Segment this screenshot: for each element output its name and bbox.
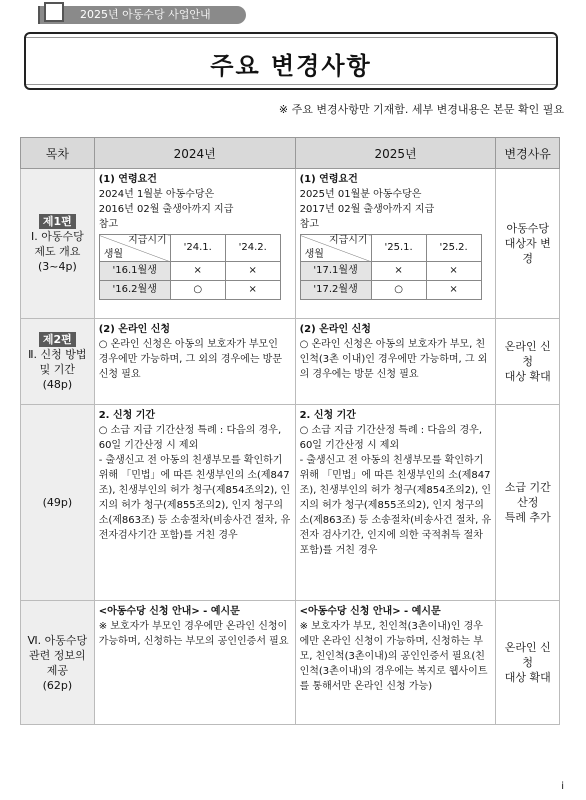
toc-cell [21, 319, 95, 405]
toc-cell [21, 405, 95, 601]
table-row [21, 319, 560, 405]
table-row [21, 601, 560, 725]
changes-table [20, 137, 560, 725]
cell-subtitle: 2. 신청 기간 [299, 410, 356, 421]
toc-line: 제도 개요 [34, 244, 81, 258]
table-header-row [21, 138, 560, 169]
toc-line: 및 기간 [39, 362, 76, 376]
eligibility-mini-table [300, 234, 482, 300]
cell-text: ○ 온라인 신청은 아동의 보호자가 부모인 경우에만 가능하며, 그 외의 경우에는 방문 신청 필요 [98, 339, 282, 380]
cell-line: 참고 [98, 219, 119, 230]
cell-subtitle: 2. 신청 기간 [98, 410, 156, 421]
reason-cell [496, 169, 560, 319]
old-cell [94, 169, 295, 319]
mini-row-label: '16.2월생 [99, 281, 170, 300]
reason-cell [496, 405, 560, 601]
mini-value: × [371, 262, 426, 281]
header-banner: 2025년 아동수당 사업안내 [40, 6, 246, 24]
mini-value: × [225, 262, 280, 281]
new-cell [295, 169, 496, 319]
cell-subtitle: (2) 온라인 신청 [98, 324, 171, 335]
old-cell [94, 405, 295, 601]
old-cell [94, 601, 295, 725]
part-badge: 제2편 [39, 332, 76, 347]
cell-text: - 출생신고 전 아동의 친생부모를 확인하기 위해 「민법」에 따른 친생부인의 소(제847조), 친생부인의 허가 청구(제854조의2), 인지의 허가 청구(제855조의2), 인지 청구의 소(제863조) 등 소송절차(비송사건 절차, 유전자검사기간 포함)를 거친 경우 [98, 455, 291, 541]
mini-col: '24.1. [170, 235, 225, 262]
cell-line: 2016년 02월 출생아까지 지급 [98, 204, 234, 215]
mini-row-label: '16.1월생 [99, 262, 170, 281]
header-2024: 2024년 [94, 138, 295, 169]
reason-line: 온라인 신청 [504, 340, 551, 368]
reason-line: 온라인 신청 [504, 641, 551, 669]
cell-subtitle: (2) 온라인 신청 [299, 324, 371, 335]
reason-line: 대상 확대 [504, 370, 551, 383]
reason-line: 아동수당 [506, 222, 549, 235]
title-box [24, 32, 558, 90]
cell-line: 2024년 1월분 아동수당은 [98, 189, 215, 200]
reason-line: 소급 기간 산정 [504, 481, 551, 509]
old-cell [94, 319, 295, 405]
new-cell [295, 319, 496, 405]
mini-col: '24.2. [225, 235, 280, 262]
cell-subtitle: (1) 연령요건 [98, 174, 157, 185]
page-number: ⅰ [561, 781, 564, 792]
reason-cell [496, 601, 560, 725]
toc-line: Ⅰ. 아동수당 [30, 229, 84, 243]
mini-value: × [426, 262, 481, 281]
cell-text: ○ 소급 지급 기간산정 특례 : 다음의 경우, 60일 기간산정 시 제외 [299, 425, 483, 451]
note-text: ※ 주요 변경사항만 기재함. 세부 변경내용은 본문 확인 필요 [278, 103, 564, 116]
cell-subtitle: (1) 연령요건 [299, 174, 358, 185]
toc-line: Ⅱ. 신청 방법 [28, 347, 87, 361]
cell-text: ※ 보호자가 부모, 친인척(3촌이내)인 경우에만 온라인 신청이 가능하며, 신청하는 부모, 친인척(3촌이내)의 공인인증서 필요(친인척(3촌이내)의 경우에는 복지로 웹사이트를 통해서만 온라인 신청 가능) [299, 621, 488, 692]
table-row [21, 169, 560, 319]
mini-row-label: '17.1월생 [300, 262, 371, 281]
cell-subtitle: <아동수당 신청 안내> - 예시문 [98, 606, 240, 617]
toc-line: (62p) [42, 678, 73, 692]
cell-text: - 출생신고 전 아동의 친생부모를 확인하기 위해 「민법」에 따른 친생부인의 소(제847조), 친생부인의 허가 청구(제854조의2), 인지의 허가 청구(제855조의2), 인지 청구의 소(제863조) 등 소송절차(비송사건 절차, 유전자 검사기간, 인지에 의한 국적취득 절차 포함)를 거친 경우 [299, 455, 492, 556]
reason-line: 특례 추가 [504, 511, 551, 524]
eligibility-mini-table [99, 234, 281, 300]
header-2025: 2025년 [295, 138, 496, 169]
new-cell [295, 601, 496, 725]
cell-line: 2017년 02월 출생아까지 지급 [299, 204, 435, 215]
cell-text: ○ 온라인 신청은 아동의 보호자가 부모, 친인척(3촌 이내)인 경우에만 가능하며, 그 외의 경우에는 방문 신청 필요 [299, 339, 488, 380]
cell-subtitle: <아동수당 신청 안내> - 예시문 [299, 606, 441, 617]
reason-line: 대상 확대 [504, 671, 551, 684]
diag-header: 지급시기 생월 [99, 235, 170, 262]
document-icon [44, 2, 64, 22]
reason-cell [496, 319, 560, 405]
mini-row-label: '17.2월생 [300, 281, 371, 300]
header-toc: 목차 [21, 138, 95, 169]
reason-line: 대상자 변경 [504, 237, 551, 265]
table-row [21, 405, 560, 601]
mini-value: × [426, 281, 481, 300]
toc-line: (48p) [42, 377, 73, 391]
mini-value: × [170, 262, 225, 281]
mini-value: × [225, 281, 280, 300]
part-badge: 제1편 [39, 214, 76, 229]
toc-cell [21, 601, 95, 725]
cell-text: ○ 소급 지급 기간산정 특례 : 다음의 경우, 60일 기간산정 시 제외 [98, 425, 282, 451]
toc-line: 관련 정보의 [29, 648, 86, 662]
page-title: 주요 변경사항 [210, 52, 372, 80]
cell-line: 2025년 01월분 아동수당은 [299, 189, 422, 200]
mini-value: ○ [170, 281, 225, 300]
cell-line: 참고 [299, 219, 319, 230]
diag-header: 지급시기 생월 [300, 235, 371, 262]
toc-line: (3~4p) [37, 259, 77, 273]
toc-line: 제공 [46, 663, 68, 677]
new-cell [295, 405, 496, 601]
mini-col: '25.2. [426, 235, 481, 262]
header-reason: 변경사유 [496, 138, 560, 169]
toc-line: Ⅵ. 아동수당 [27, 633, 88, 647]
mini-value: ○ [371, 281, 426, 300]
toc-cell [21, 169, 95, 319]
mini-col: '25.1. [371, 235, 426, 262]
cell-text: ※ 보호자가 부모인 경우에만 온라인 신청이 가능하며, 신청하는 부모의 공인인증서 필요 [98, 621, 289, 647]
toc-line: (49p) [42, 496, 73, 509]
